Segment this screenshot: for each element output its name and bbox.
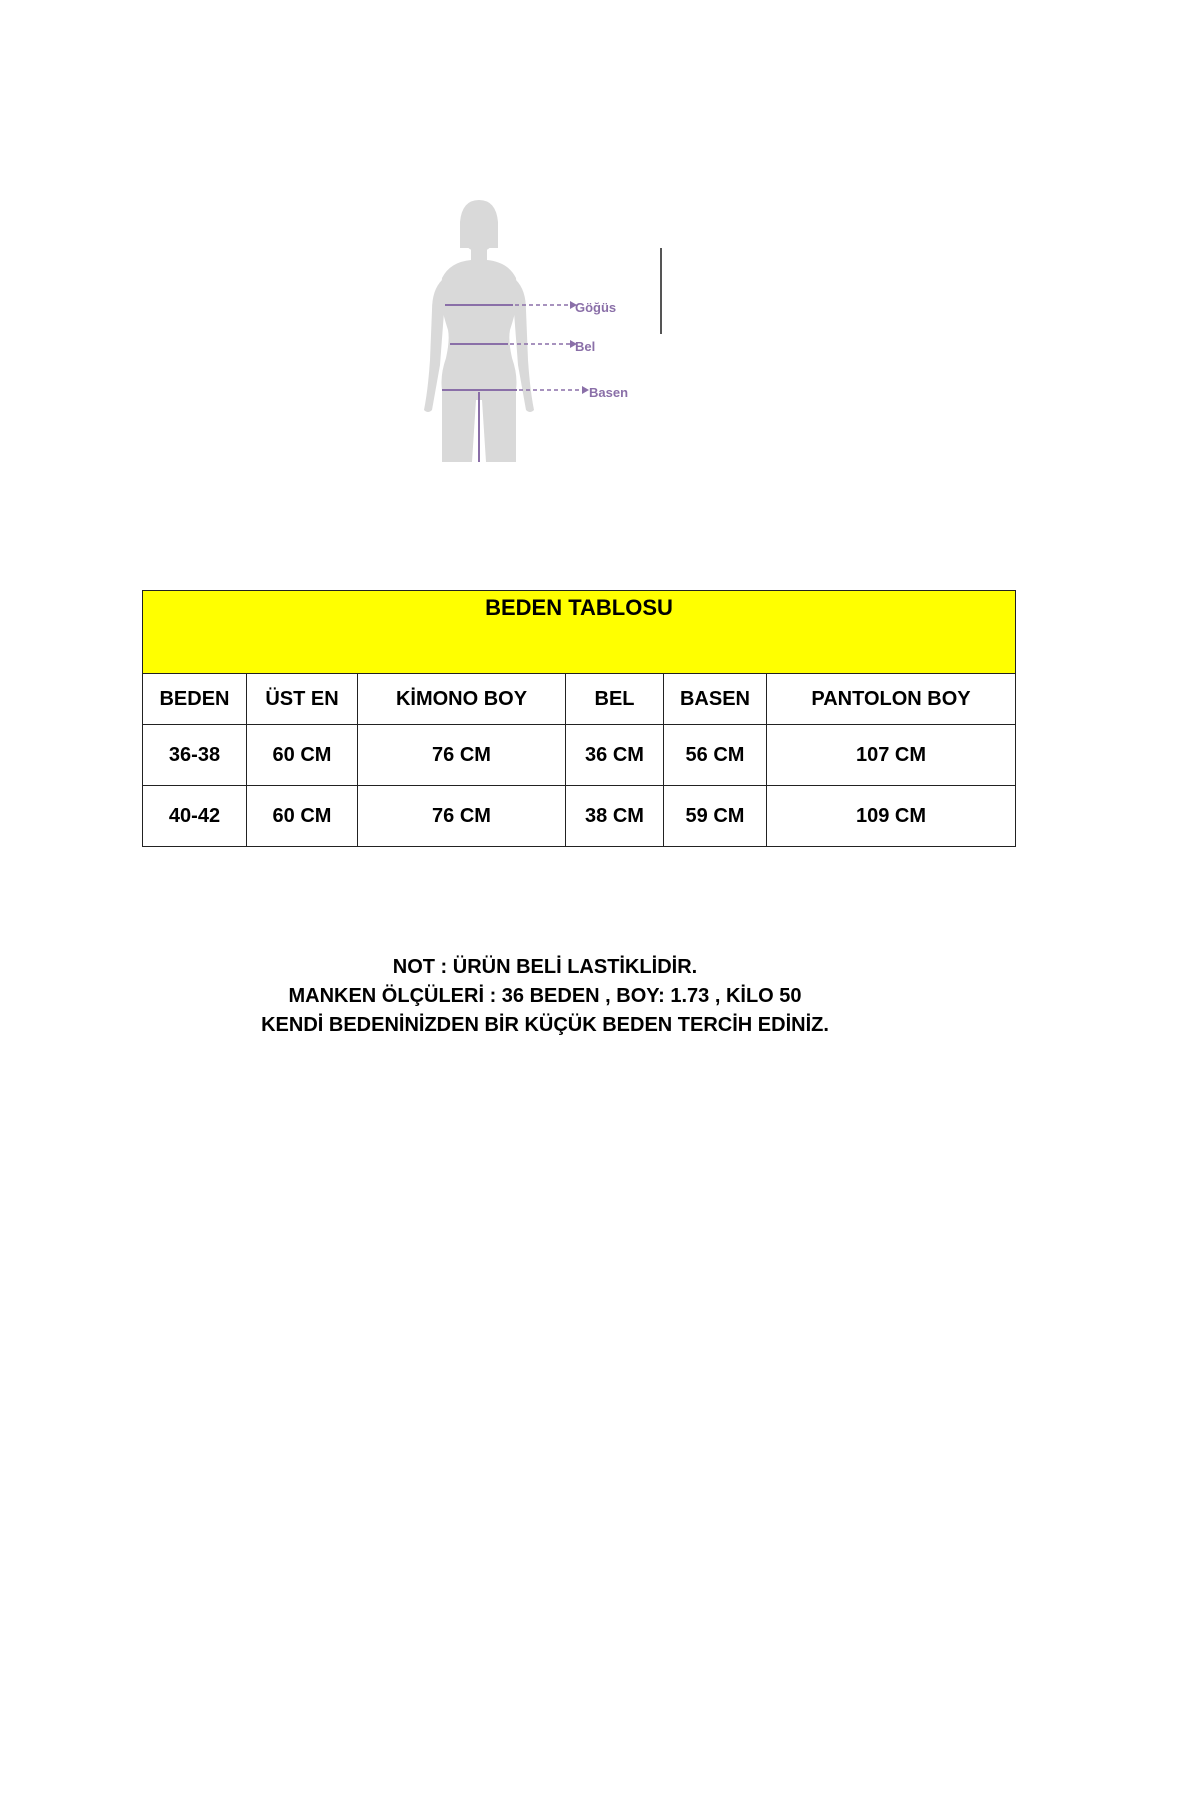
figure-divider (660, 248, 662, 334)
header-kimono-boy: KİMONO BOY (358, 674, 566, 725)
cell-kimono-boy: 76 CM (358, 725, 566, 786)
header-basen: BASEN (664, 674, 767, 725)
chest-label: Göğüs (575, 300, 617, 315)
table-title-row (143, 591, 1016, 674)
hip-label: Basen (589, 385, 629, 400)
header-ust-en: ÜST EN (247, 674, 358, 725)
cell-ust-en: 60 CM (247, 786, 358, 847)
waist-label: Bel (575, 339, 596, 354)
body-silhouette-icon (420, 200, 680, 480)
notes-block (0, 953, 1090, 1040)
cell-pantolon-boy: 107 CM (767, 725, 1016, 786)
header-pantolon-boy: PANTOLON BOY (767, 674, 1016, 725)
cell-basen: 56 CM (664, 725, 767, 786)
header-beden: BEDEN (143, 674, 247, 725)
measurement-figure (420, 200, 680, 480)
header-bel: BEL (566, 674, 664, 725)
cell-bel: 36 CM (566, 725, 664, 786)
note-elastic-waist: NOT : ÜRÜN BELİ LASTİKLİDİR. (392, 956, 698, 978)
note-size-advice: KENDİ BEDENİNİZDEN BİR KÜÇÜK BEDEN TERCİH EDİNİZ. (261, 1014, 829, 1036)
table-row (143, 786, 1016, 847)
size-table (142, 590, 1016, 847)
cell-beden: 40-42 (143, 786, 247, 847)
cell-pantolon-boy: 109 CM (767, 786, 1016, 847)
cell-beden: 36-38 (143, 725, 247, 786)
note-model-measurements: MANKEN ÖLÇÜLERİ : 36 BEDEN , BOY: 1.73 , KİLO 50 (288, 985, 802, 1007)
cell-basen: 59 CM (664, 786, 767, 847)
table-header-row (143, 674, 1016, 725)
table-row (143, 725, 1016, 786)
cell-ust-en: 60 CM (247, 725, 358, 786)
table-title: BEDEN TABLOSU (143, 591, 1016, 674)
cell-bel: 38 CM (566, 786, 664, 847)
cell-kimono-boy: 76 CM (358, 786, 566, 847)
